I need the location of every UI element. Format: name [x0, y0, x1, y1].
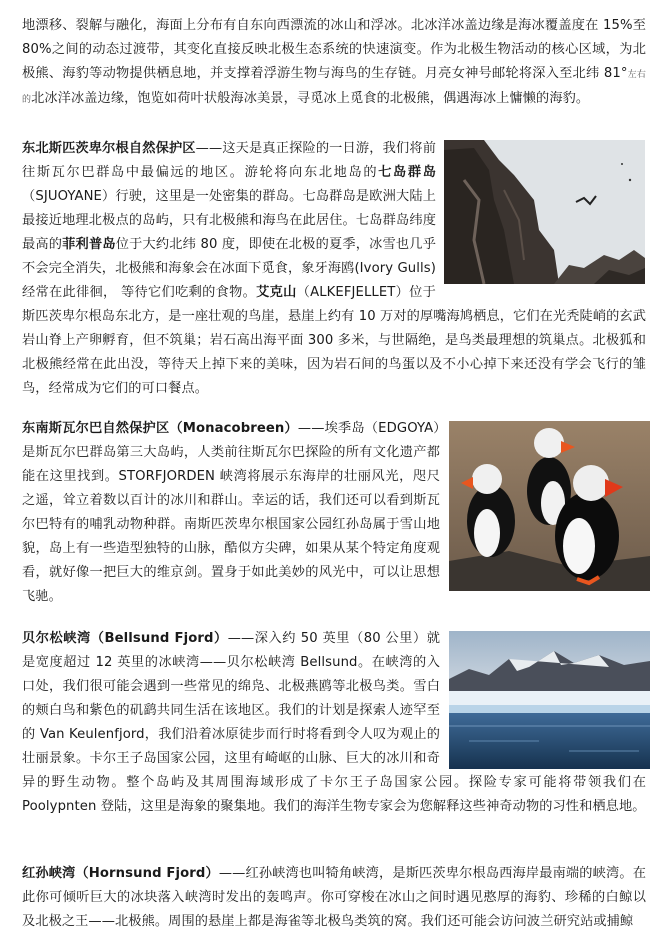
intro-note: 左右的 — [22, 70, 646, 105]
section-bellsund-heading: 贝尔松峡湾（Bellsund Fjord） — [22, 631, 228, 646]
section-northeast-heading: 东北斯匹茨卑尔根自然保护区 — [22, 141, 196, 156]
intro-paragraph — [22, 14, 646, 112]
section-northeast-paragraph: 东北斯匹茨卑尔根自然保护区——这天是真正探险的一日游，我们将前往斯瓦尔巴群岛中最偏远的地区。游轮将向东北地岛的七岛群岛（SJUOYANE）行驶，这里是一处密集的群岛。七岛群岛是欧洲大陆上最接近地理北极点的岛屿，只有北极熊和海鸟在此居住。七岛群岛纬度最高的菲利普岛位于大约北纬 80 度，即使在北极的夏季，冰雪也几乎不会完全消失，北极熊和海象会在冰面下觅食，象牙海鸥(Ivory Gulls) 经常在此徘徊， 等待它们吃剩的食物。艾克山（ALKEFJELLET）位于斯匹茨卑尔根岛东北方，是一座壮观的鸟崖，悬崖上约有 10 万对的厚嘴海鸠栖息，它们在光秃陡峭的玄武岩山脊上产卵孵育，但不筑巢；岩石高出海平面 300 多米，与世隔绝，是鸟类最理想的筑巢点。北极狐和北极熊经常在此出没，等待天上掉下来的美味，因为岩石间的鸟蛋以及不小心掉下来还没有学会飞行的雏鸟，经常成为它们的可口餐点。 — [22, 141, 646, 396]
intro-text-2: 北冰洋冰盖边缘，饱览如荷叶状般海冰美景，寻觅冰上觅食的北极熊，偶遇海冰上慵懒的海豹。 — [31, 91, 590, 106]
section-bellsund-paragraph: 贝尔松峡湾（Bellsund Fjord）——深入约 50 英里（80 公里）就是宽度超过 12 英里的冰峡湾——贝尔松峡湾 Bellsund。在峡湾的入口处，我们很可能会遇到一些常见的绵凫、北极燕鸥等北极鸟类。雪白的颊白鸟和紫色的矶鹞共同生活在该地区。我们的计划是探索人迹罕至的 Van Keulenfjord，我们沿着冰原徒步而行时将看到令人叹为观止的壮丽景象。卡尔王子岛国家公园，这里有崎岖的山脉、巨大的冰川和奇异的野生动物。整个岛屿及其周围海域形成了卡尔王子岛国家公园。探险专家可能将带领我们在 Poolypnten 登陆，这里是海象的聚集地。我们的海洋生物专家会为您解释这些神奇动物的习性和栖息地。 — [22, 631, 646, 814]
section-southeast-paragraph: 东南斯瓦尔巴自然保护区（Monacobreen）——埃季岛（EDGOYA）是斯瓦尔巴群岛第三大岛屿，人类前往斯瓦尔巴探险的所有文化遗产都能在这里找到。STORFJORDEN 峡湾将展示东海岸的壮丽风光，咫尺之遥，耸立着数以百计的冰川和群山。幸运的话，我们还可以看到斯瓦尔巴特有的哺乳动物种群。南斯匹茨卑尔根国家公园红孙岛属于雪山地貌，岛上有一些造型独特的山脉，酷似方尖碑，如果从某个特定角度观看，就好像一把巨大的维京剑。置身于如此美妙的风光中，可以让思想飞驰。 — [22, 421, 440, 604]
intro-text-1: 地漂移、裂解与融化，海面上分布有自东向西漂流的冰山和浮冰。北冰洋冰盖边缘是海冰覆盖度在 15%至 80%之间的动态过渡带，其变化直接反映北极生态系统的快速演变。作为北极生物活动的核心区域，为北极熊、海豹等动物提供栖息地，并支撑着浮游生物与海鸟的生存链。月亮女神号邮轮将深入至北纬 81° — [22, 18, 646, 81]
section-southeast-heading: 东南斯瓦尔巴自然保护区（Monacobreen） — [22, 421, 298, 436]
section-hornsund-paragraph: 红孙峡湾（Hornsund Fjord）——红孙峡湾也叫犄角峡湾，是斯匹茨卑尔根岛西海岸最南端的峡湾。在此你可倾听巨大的冰块落入峡湾时发出的轰鸣声。你可穿梭在冰山之间时遇见憨厚的海豹、珍稀的白鲸以及北极之王——北极熊。周围的悬崖上都是海雀等北极鸟类筑的窝。我们还可能会访问波兰研究站或捕鲸 — [22, 866, 646, 929]
section-hornsund-heading: 红孙峡湾（Hornsund Fjord） — [22, 866, 219, 881]
